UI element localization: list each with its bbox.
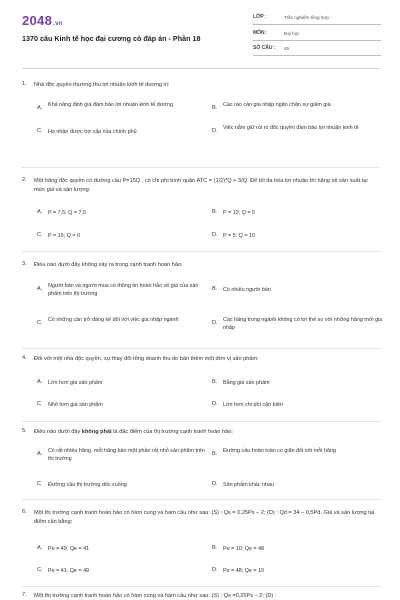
option-b[interactable] [212, 209, 380, 229]
logo-tld: .vn [53, 21, 63, 27]
option-text: Pe = 49; Qe = 41 [48, 546, 90, 552]
question-number: 1. [22, 81, 27, 87]
option-letter: B. [212, 286, 218, 292]
option-letter: D. [212, 320, 218, 326]
question-4 [22, 355, 380, 425]
option-a[interactable] [37, 280, 212, 300]
option-c[interactable] [37, 401, 212, 421]
option-c[interactable] [37, 314, 212, 334]
option-c[interactable] [37, 481, 212, 501]
option-text: Sản phẩm khác nhau [223, 482, 274, 488]
option-c[interactable] [37, 232, 212, 252]
option-text: Khả năng định giá đảm bảo lợi nhuận kinh tế dương [48, 102, 173, 108]
question-6 [22, 509, 380, 589]
option-text: Pe = 41; Qe = 49 [48, 568, 90, 574]
option-d[interactable] [212, 401, 380, 421]
question-divider [22, 586, 380, 587]
option-text: P = 7,5; Q = 7,5 [48, 210, 86, 216]
option-letter: C. [37, 481, 43, 487]
question-number: 5. [22, 428, 27, 434]
option-letter: C. [37, 567, 43, 573]
question-divider [22, 167, 380, 168]
question-text-part: Điều nào dưới đây [34, 429, 82, 435]
option-letter: A. [37, 545, 43, 551]
option-letter: D. [212, 567, 218, 573]
question-1 [22, 81, 380, 171]
option-letter: B. [212, 379, 218, 385]
option-letter: A. [37, 209, 43, 215]
question-text: Đối với một nhà độc quyền, sự thay đổi tổng doanh thu do bán thêm một đơn vị sản phẩm: [34, 356, 259, 362]
option-letter: B. [212, 105, 218, 111]
option-letter: A. [37, 105, 43, 111]
option-text: Có những cản trở đáng kể đối với việc gia nhập ngành [48, 317, 179, 323]
question-3 [22, 261, 383, 353]
option-text: P = 10; Q = 5 [223, 210, 255, 216]
option-letter: A. [37, 451, 43, 457]
header-divider [22, 68, 380, 69]
option-c[interactable] [37, 567, 212, 587]
option-a[interactable] [37, 209, 212, 229]
option-text: Pe = 48; Qe = 10 [223, 568, 265, 574]
option-letter: D. [212, 232, 218, 238]
option-letter: A. [37, 379, 43, 385]
option-text: Người bán và người mua có thông tin hoàn hảo về giá của sản phẩm trên thị trường [48, 283, 199, 298]
question-text: Một hãng độc quyền có đường cầu P=15Q , có chi phí bình quân ATC = (1/2)*Q + 3/Q. Để tối đa hóa lợi nhuận thì hãng sẽ sản xuất tại mức giá và sản lượng: [34, 178, 368, 193]
option-text: Đường cầu hoàn toàn co giãn đối với mỗi hãng [223, 448, 336, 454]
option-c[interactable] [37, 122, 212, 142]
question-text-part: là đặc điểm của thị trường cạnh tranh hoàn hảo: [111, 429, 233, 435]
option-d[interactable] [212, 232, 380, 252]
question-text: Nhà độc quyền thường thu lợi nhuận kinh tế dương vì: [34, 82, 170, 88]
document-title: 1370 câu Kinh tế học đại cương có đáp án - Phần 18 [22, 34, 201, 43]
question-text [34, 428, 378, 437]
meta-value: 45 [284, 45, 290, 51]
question-5 [22, 428, 380, 503]
option-letter: C. [37, 401, 43, 407]
logo-main: 2048 [22, 13, 53, 28]
option-text: Bằng giá sản phẩm [223, 380, 270, 386]
option-a[interactable] [37, 379, 212, 399]
option-letter: D. [212, 401, 218, 407]
question-number: 6. [22, 509, 27, 515]
meta-row-count [253, 44, 381, 56]
option-text: Có nhiều người bán [223, 287, 271, 293]
option-d[interactable] [212, 314, 383, 334]
meta-label: MÔN : [253, 30, 268, 36]
meta-row-subject [253, 29, 381, 41]
meta-value: Trắc nghiệm tổng hợp [284, 14, 329, 20]
option-text: Họ nhận được trợ cấp của chính phủ [48, 129, 137, 135]
option-b[interactable] [212, 445, 380, 465]
site-logo[interactable] [22, 13, 63, 28]
option-letter: B. [212, 545, 218, 551]
option-text: Lớn hơn giá sản phẩm [48, 380, 103, 386]
option-d[interactable] [212, 567, 380, 587]
option-letter: C. [37, 232, 43, 238]
option-letter: B. [212, 209, 218, 215]
question-2 [22, 177, 380, 257]
option-text: P = 15; Q = 0 [48, 233, 80, 239]
question-divider [22, 251, 380, 252]
option-a[interactable] [37, 545, 212, 565]
question-text: Một thị trường cạnh tranh hoàn hảo có hàm cung và hàm cầu như sau: (S) : Qs =0,25Ps – 2; (D) : [34, 593, 277, 599]
option-a[interactable] [37, 99, 212, 119]
option-b[interactable] [212, 545, 380, 565]
option-d[interactable] [212, 122, 380, 142]
question-divider [22, 421, 380, 422]
meta-label: LỚP : [253, 14, 267, 20]
option-a[interactable] [37, 445, 212, 465]
option-letter: A. [37, 286, 43, 292]
option-text: Nhỏ hơn giá sản phẩm [48, 402, 103, 408]
question-text: Một thị trường cạnh tranh hoàn hảo có hàm cung và hàm cầu như sau: (S) : Qs = 0,25Ps – 2; (D) : Qd = 34 – 0,5Pd. Giá và sản lượng tại điểm cân bằng: [34, 510, 375, 525]
question-number: 4. [22, 355, 27, 361]
option-text: Các hãng trong ngành không có lợi thế so với những hãng mới gia nhập [223, 317, 383, 332]
option-letter: D. [212, 481, 218, 487]
option-d[interactable] [212, 481, 380, 501]
option-text: Các rào cản gia nhập ngăn chặn sự giảm giá [223, 102, 331, 108]
document-header [0, 0, 400, 70]
question-number: 3. [22, 261, 27, 267]
option-text: Lớn hơn chi phí cận biên [223, 402, 283, 408]
option-text: P = 5; Q = 10 [223, 233, 255, 239]
option-letter: C. [37, 128, 43, 134]
meta-label: SỐ CÂU : [253, 45, 276, 51]
option-letter: C. [37, 320, 43, 326]
question-text: Điều nào dưới đây không xảy ra trong cạnh tranh hoàn hảo: [34, 262, 183, 268]
option-text: Có rất nhiều hãng, mỗi hãng bán một phần rất nhỏ sản phẩm trên thị trường [48, 448, 205, 463]
question-number: 2. [22, 177, 27, 183]
option-b[interactable] [212, 379, 380, 399]
question-divider [22, 348, 380, 349]
option-text: Đường cầu thị trường dốc xuống [48, 482, 127, 488]
question-7 [22, 592, 380, 600]
option-text: Pe = 10; Qe = 48 [223, 546, 265, 552]
option-text: Việc nắm giữ rủi ro độc quyền đảm bảo lợi nhuận kinh tế [223, 125, 359, 131]
meta-value: Đại học [284, 30, 300, 36]
option-b[interactable] [212, 280, 380, 300]
question-divider [22, 499, 380, 500]
option-letter: D. [212, 128, 218, 134]
option-letter: B. [212, 451, 218, 457]
question-text-emphasis: không phải [81, 429, 112, 435]
meta-row-class [253, 13, 381, 25]
question-number: 7. [22, 592, 27, 598]
option-b[interactable] [212, 99, 380, 119]
